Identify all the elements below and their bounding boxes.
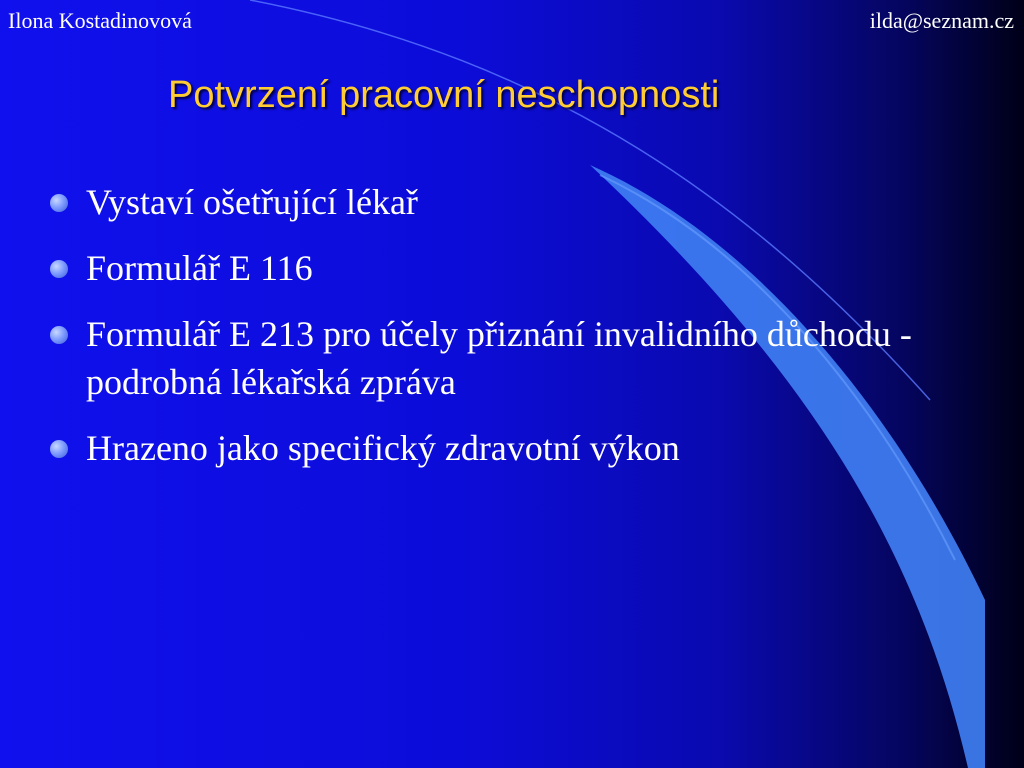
bullet-dot-icon xyxy=(50,260,68,278)
bullet-dot-icon xyxy=(50,440,68,458)
bullet-text: Formulář E 116 xyxy=(86,248,313,288)
bullet-dot-icon xyxy=(50,194,68,212)
bullet-item xyxy=(48,178,948,226)
bullet-dot-icon xyxy=(50,326,68,344)
bullet-item xyxy=(48,310,948,406)
slide-title: Potvrzení pracovní neschopnosti xyxy=(168,74,720,116)
bullet-text: Formulář E 213 pro účely přiznání invalidního důchodu - podrobná lékařská zpráva xyxy=(86,314,912,402)
author-email: ilda@seznam.cz xyxy=(869,8,1014,33)
bullet-list xyxy=(48,178,948,490)
bullet-text: Hrazeno jako specifický zdravotní výkon xyxy=(86,428,680,468)
bullet-item xyxy=(48,244,948,292)
author-name: Ilona Kostadinovová xyxy=(8,8,192,33)
bullet-text: Vystaví ošetřující lékař xyxy=(86,182,418,222)
bullet-item xyxy=(48,424,948,472)
